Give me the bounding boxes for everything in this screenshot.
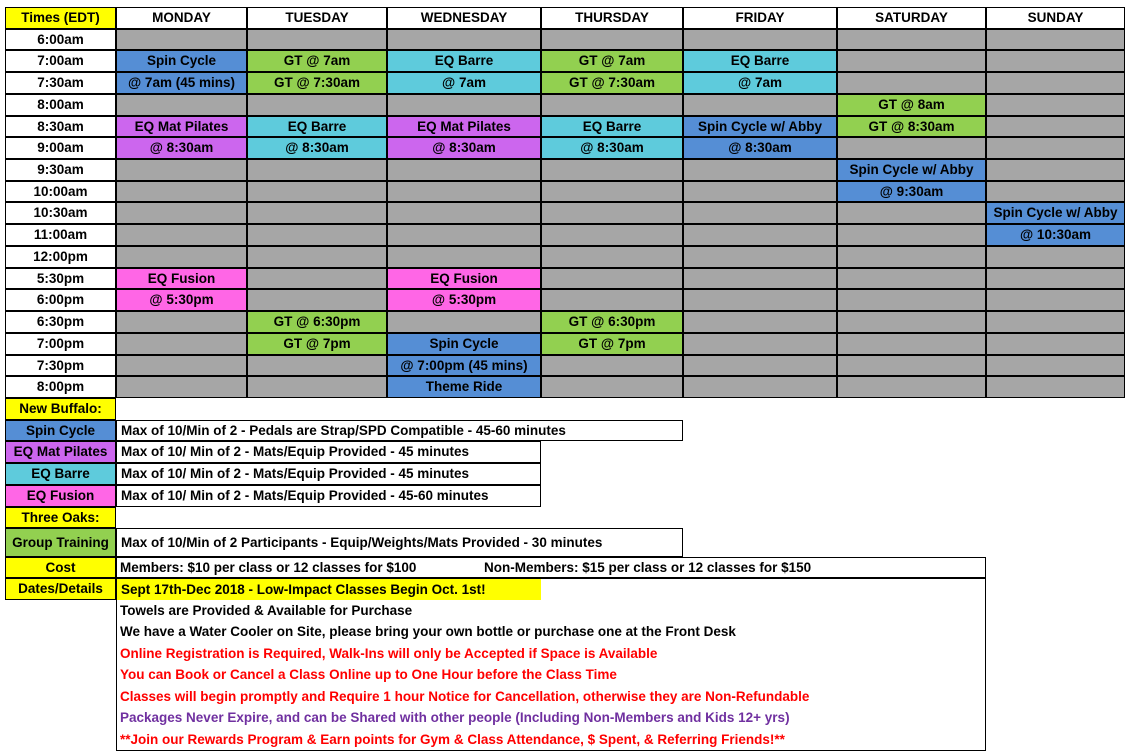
empty-slot	[116, 311, 247, 333]
empty-slot	[387, 94, 541, 116]
empty-slot	[541, 268, 683, 289]
empty-slot	[683, 289, 837, 311]
class-entry: GT @ 8am	[837, 94, 986, 116]
empty-slot	[683, 268, 837, 289]
day-header-saturday: SATURDAY	[837, 7, 986, 29]
details-line: You can Book or Cancel a Class Online up to One Hour before the Class Time	[120, 667, 617, 683]
time-slot: 9:00am	[5, 137, 116, 159]
empty-slot	[837, 246, 986, 268]
legend-class-desc: Max of 10/Min of 2 - Pedals are Strap/SPD Compatible - 45-60 minutes	[116, 420, 683, 441]
empty-slot	[116, 224, 247, 246]
class-entry: GT @ 7pm	[541, 333, 683, 355]
time-slot: 11:00am	[5, 224, 116, 246]
day-header-monday: MONDAY	[116, 7, 247, 29]
empty-slot	[116, 246, 247, 268]
empty-slot	[541, 94, 683, 116]
empty-slot	[541, 224, 683, 246]
empty-slot	[837, 202, 986, 224]
class-entry: @ 5:30pm	[116, 289, 247, 311]
empty-slot	[116, 355, 247, 376]
class-entry: GT @ 7pm	[247, 333, 387, 355]
day-header-friday: FRIDAY	[683, 7, 837, 29]
class-entry: EQ Barre	[387, 50, 541, 72]
details-line: Classes will begin promptly and Require 1 hour Notice for Cancellation, otherwise they are Non-Refundable	[120, 688, 810, 704]
legend-class-name: Spin Cycle	[5, 420, 116, 441]
cost-members: Members: $10 per class or 12 classes for $100	[120, 559, 417, 575]
class-entry: Spin Cycle w/ Abby	[837, 159, 986, 181]
empty-slot	[986, 376, 1125, 398]
empty-slot	[541, 376, 683, 398]
legend-class-name: EQ Barre	[5, 463, 116, 485]
class-entry: Spin Cycle	[116, 50, 247, 72]
empty-slot	[986, 50, 1125, 72]
empty-slot	[837, 50, 986, 72]
empty-slot	[986, 137, 1125, 159]
time-slot: 10:00am	[5, 181, 116, 202]
class-entry: EQ Mat Pilates	[116, 116, 247, 137]
empty-slot	[837, 137, 986, 159]
empty-slot	[986, 246, 1125, 268]
time-slot: 6:30pm	[5, 311, 116, 333]
legend-class-name: EQ Mat Pilates	[5, 441, 116, 463]
empty-slot	[837, 289, 986, 311]
class-entry: Theme Ride	[387, 376, 541, 398]
empty-slot	[116, 333, 247, 355]
class-entry: GT @ 7am	[541, 50, 683, 72]
empty-slot	[837, 376, 986, 398]
empty-slot	[837, 29, 986, 50]
empty-slot	[683, 202, 837, 224]
day-header-sunday: SUNDAY	[986, 7, 1125, 29]
legend-class-name: EQ Fusion	[5, 485, 116, 507]
empty-slot	[683, 29, 837, 50]
empty-slot	[683, 355, 837, 376]
time-slot: 7:30pm	[5, 355, 116, 376]
empty-slot	[541, 246, 683, 268]
empty-slot	[986, 311, 1125, 333]
time-slot: 12:00pm	[5, 246, 116, 268]
class-entry: @ 7:00pm (45 mins)	[387, 355, 541, 376]
legend-group-training-desc: Max of 10/Min of 2 Participants - Equip/Weights/Mats Provided - 30 minutes	[116, 528, 683, 557]
class-entry: @ 8:30am	[116, 137, 247, 159]
details-line: Online Registration is Required, Walk-Ins will only be Accepted if Space is Available	[120, 645, 658, 661]
time-slot: 9:30am	[5, 159, 116, 181]
empty-slot	[986, 268, 1125, 289]
empty-slot	[387, 202, 541, 224]
empty-slot	[683, 94, 837, 116]
time-slot: 7:00pm	[5, 333, 116, 355]
class-entry: GT @ 8:30am	[837, 116, 986, 137]
legend-group-training-name: Group Training	[5, 528, 116, 557]
empty-slot	[387, 224, 541, 246]
empty-slot	[541, 202, 683, 224]
class-entry: @ 10:30am	[986, 224, 1125, 246]
empty-slot	[541, 181, 683, 202]
class-entry: Spin Cycle	[387, 333, 541, 355]
empty-slot	[541, 29, 683, 50]
empty-slot	[387, 246, 541, 268]
empty-slot	[116, 181, 247, 202]
dates-details-label: Dates/Details	[5, 578, 116, 600]
empty-slot	[116, 376, 247, 398]
empty-slot	[837, 333, 986, 355]
empty-slot	[837, 355, 986, 376]
empty-slot	[116, 94, 247, 116]
empty-slot	[387, 181, 541, 202]
empty-slot	[837, 311, 986, 333]
empty-slot	[116, 159, 247, 181]
class-entry: EQ Barre	[247, 116, 387, 137]
time-slot: 7:30am	[5, 72, 116, 94]
legend-class-desc: Max of 10/ Min of 2 - Mats/Equip Provided - 45-60 minutes	[116, 485, 541, 507]
empty-slot	[387, 29, 541, 50]
class-entry: @ 5:30pm	[387, 289, 541, 311]
time-slot: 6:00pm	[5, 289, 116, 311]
empty-slot	[683, 333, 837, 355]
empty-slot	[247, 355, 387, 376]
empty-slot	[986, 94, 1125, 116]
empty-slot	[683, 311, 837, 333]
time-slot: 8:30am	[5, 116, 116, 137]
empty-slot	[837, 72, 986, 94]
day-header-wednesday: WEDNESDAY	[387, 7, 541, 29]
empty-slot	[986, 181, 1125, 202]
empty-slot	[247, 224, 387, 246]
times-header: Times (EDT)	[5, 7, 116, 29]
empty-slot	[986, 333, 1125, 355]
class-entry: GT @ 7am	[247, 50, 387, 72]
cost-non-members: Non-Members: $15 per class or 12 classes for $150	[484, 559, 812, 575]
time-slot: 10:30am	[5, 202, 116, 224]
class-entry: GT @ 7:30am	[541, 72, 683, 94]
class-entry: EQ Barre	[541, 116, 683, 137]
cost-label: Cost	[5, 557, 116, 578]
class-entry: GT @ 6:30pm	[247, 311, 387, 333]
legend-class-desc: Max of 10/ Min of 2 - Mats/Equip Provided - 45 minutes	[116, 463, 541, 485]
class-entry: @ 9:30am	[837, 181, 986, 202]
empty-slot	[247, 181, 387, 202]
class-entry: @ 8:30am	[683, 137, 837, 159]
empty-slot	[986, 29, 1125, 50]
class-entry: @ 8:30am	[387, 137, 541, 159]
empty-slot	[247, 268, 387, 289]
class-entry: GT @ 6:30pm	[541, 311, 683, 333]
empty-slot	[387, 311, 541, 333]
day-header-tuesday: TUESDAY	[247, 7, 387, 29]
details-line: **Join our Rewards Program & Earn points for Gym & Class Attendance, $ Spent, & Referring Friends!**	[120, 731, 785, 747]
empty-slot	[247, 159, 387, 181]
time-slot: 6:00am	[5, 29, 116, 50]
empty-slot	[683, 376, 837, 398]
empty-slot	[837, 268, 986, 289]
empty-slot	[986, 116, 1125, 137]
class-entry: Spin Cycle w/ Abby	[986, 202, 1125, 224]
empty-slot	[116, 202, 247, 224]
empty-slot	[683, 181, 837, 202]
class-entry: EQ Fusion	[387, 268, 541, 289]
empty-slot	[116, 29, 247, 50]
empty-slot	[247, 289, 387, 311]
empty-slot	[247, 94, 387, 116]
empty-slot	[541, 289, 683, 311]
class-entry: @ 8:30am	[541, 137, 683, 159]
class-entry: @ 7am	[387, 72, 541, 94]
class-entry: @ 8:30am	[247, 137, 387, 159]
empty-slot	[683, 224, 837, 246]
class-entry: EQ Fusion	[116, 268, 247, 289]
empty-slot	[986, 72, 1125, 94]
day-header-thursday: THURSDAY	[541, 7, 683, 29]
empty-slot	[387, 159, 541, 181]
three-oaks-label: Three Oaks:	[5, 507, 116, 528]
time-slot: 8:00pm	[5, 376, 116, 398]
empty-slot	[247, 29, 387, 50]
time-slot: 7:00am	[5, 50, 116, 72]
empty-slot	[247, 376, 387, 398]
details-line: Packages Never Expire, and can be Shared with other people (Including Non-Members and Kids 12+ yrs)	[120, 710, 790, 726]
legend-class-desc: Max of 10/ Min of 2 - Mats/Equip Provided - 45 minutes	[116, 441, 541, 463]
class-entry: @ 7am (45 mins)	[116, 72, 247, 94]
class-entry: GT @ 7:30am	[247, 72, 387, 94]
time-slot: 8:00am	[5, 94, 116, 116]
details-line: Towels are Provided & Available for Purchase	[120, 602, 413, 618]
details-line: We have a Water Cooler on Site, please bring your own bottle or purchase one at the Front Desk	[120, 624, 736, 640]
empty-slot	[986, 355, 1125, 376]
new-buffalo-label: New Buffalo:	[5, 398, 116, 420]
empty-slot	[986, 289, 1125, 311]
class-entry: Spin Cycle w/ Abby	[683, 116, 837, 137]
empty-slot	[541, 355, 683, 376]
class-entry: EQ Mat Pilates	[387, 116, 541, 137]
empty-slot	[683, 159, 837, 181]
empty-slot	[837, 224, 986, 246]
empty-slot	[986, 159, 1125, 181]
class-entry: EQ Barre	[683, 50, 837, 72]
empty-slot	[683, 246, 837, 268]
dates-text: Sept 17th-Dec 2018 - Low-Impact Classes Begin Oct. 1st!	[117, 579, 541, 600]
empty-slot	[541, 159, 683, 181]
class-entry: @ 7am	[683, 72, 837, 94]
time-slot: 5:30pm	[5, 268, 116, 289]
empty-slot	[247, 202, 387, 224]
empty-slot	[247, 246, 387, 268]
